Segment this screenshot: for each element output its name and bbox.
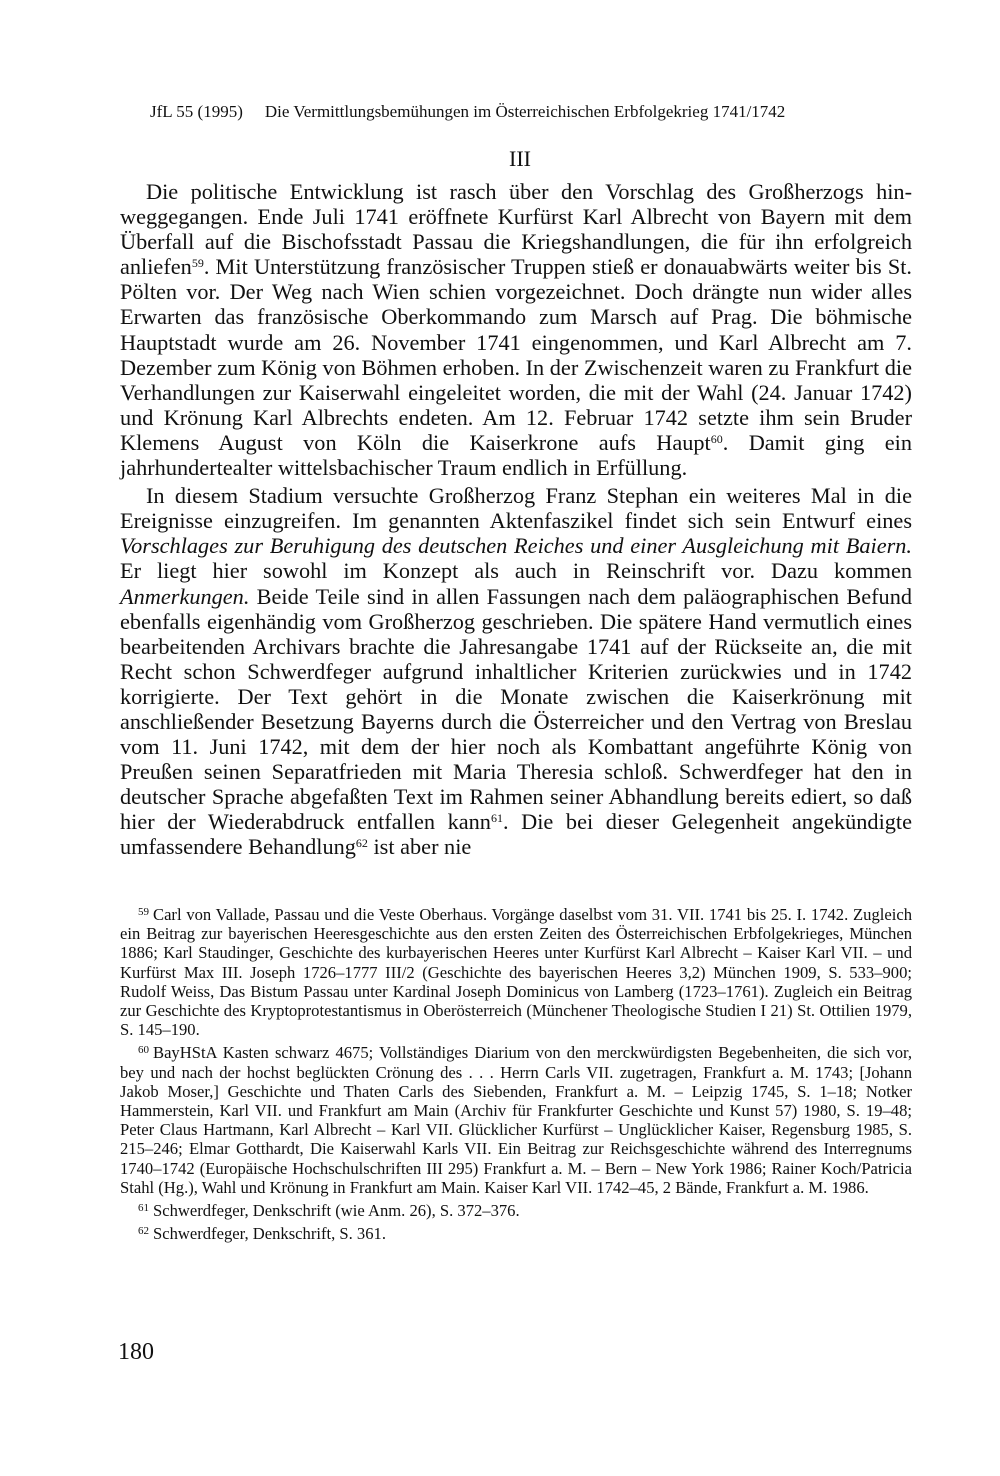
footnote: [120, 1201, 912, 1220]
footnote-reference: 60: [710, 431, 723, 446]
page-number: 180: [118, 1339, 154, 1365]
footnote-reference: 59: [191, 256, 204, 271]
footnote-number: 59: [138, 906, 149, 918]
footnote-number: 62: [138, 1225, 149, 1238]
italic-title: Anmerkungen.: [120, 583, 250, 609]
footnote-reference: 61: [490, 811, 503, 826]
footnotes: [120, 905, 912, 1247]
footnote: [120, 1224, 912, 1243]
footnote-reference: 62: [355, 836, 368, 851]
footnote-number: 60: [138, 1044, 149, 1057]
body-text-run: Beide Teile sind in allen Fassungen nach dem paläographischen Befund ebenfalls eigenhändig vom Großherzog geschrieben. Die spätere Hand vermutlich eines bearbeitenden Archivars brachte die Jahresangabe 1741 auf der Rückseite an, die mit Recht schon Schwerdfeger aufgrund inhaltlicher Kriterien zurückwies und in 1742 korrigierte. Der Text gehört in die Monate zwischen die Kaiserkrönung mit anschließender Besetzung Bayerns durch die Österreicher und den Vertrag von Breslau vom 11. Juni 1742, mit dem der hier noch als Kombattant angeführte König von Preußen seinen Separatfrieden mit Maria Theresia schloß. Schwerdfeger hat den in deutscher Sprache abgefaßten Text im Rahmen seiner Abhandlung bereits ediert, so daß hier der Wiederabdruck entfallen kann: [120, 583, 912, 835]
body-text: [120, 179, 912, 860]
footnote-number: 61: [138, 1202, 149, 1215]
section-heading: III: [509, 146, 531, 171]
footnote-text: Schwerdfeger, Denkschrift, S. 361.: [153, 1224, 386, 1244]
body-paragraph: [120, 483, 912, 859]
running-head-journal: JfL 55 (1995): [150, 102, 243, 121]
body-text-run: Er liegt hier sowohl im Konzept als auch in Reinschrift vor. Dazu kommen: [120, 558, 912, 584]
running-head: [150, 100, 890, 124]
body-text-run: Die politische Entwicklung ist rasch über den Vorschlag des Großherzogs hinweggegangen. Ende Juli 1741 eröffnete Kurfürst Karl Albrecht von Bayern mit dem Überfall auf die Bischofsstadt Passau die Kriegshandlungen, die für ihn erfolgreich anliefen: [120, 179, 912, 280]
footnote-text: Carl von Vallade, Passau und die Veste Oberhaus. Vorgänge daselbst vom 31. VII. 1741 bis 25. I. 1742. Zugleich ein Beitrag zur bayerischen Heeresgeschichte aus den ersten Zeiten des Österreichischen Erbfolgekrieges, München 1886; Karl Staudinger, Geschichte des kurbayerischen Heeres unter Kurfürst Karl Albrecht – Kaiser Karl VII. – und Kurfürst Max III. Joseph 1726–1777 III/2 (Geschichte des bayerischen Heeres 3,2) München 1909, S. 533–900; Rudolf Weiss, Das Bistum Passau unter Kardinal Joseph Dominicus von Lamberg (1723–1761). Zugleich ein Beitrag zur Geschichte des Kryptoprotestantismus in Oberösterreich (Münchener Theologische Studien I 21) St. Ottilien 1979, S. 145–190.: [120, 905, 912, 1040]
running-head-title: Die Vermittlungsbemühungen im Österreichischen Erbfolgekrieg 1741/1742: [264, 102, 786, 121]
footnote: [120, 1043, 912, 1197]
body-text-run: . Damit ging ein jahrhundertealter wittelsbachischer Traum endlich in Erfüllung.: [120, 429, 912, 481]
body-text-run: . Die bei dieser Gelegenheit angekündigte umfassendere Behandlung: [120, 809, 913, 860]
body-text-run: ist aber nie: [367, 834, 472, 860]
italic-title: Vorschlages zur Beruhigung des deutschen Reiches und einer Ausgleichung mit Baiern.: [120, 533, 912, 559]
footnote-text: Schwerdfeger, Denkschrift (wie Anm. 26), S. 372–376.: [153, 1201, 520, 1221]
footnote-text: BayHStA Kasten schwarz 4675; Vollständiges Diarium von den merckwürdigsten Begebenheiten, die sich vor, bey und nach der hochst beglückten Crönung des . . . Herrn Carls VII. zugetragen, Frankfurt a. M. 1743; [Johann Jakob Moser,] Geschichte und Thaten Carls des Siebenden, Frankfurt a. M. – Leipzig 1745, S. 1–18; Notker Hammerstein, Karl VII. und Frankfurt am Main (Archiv für Frankfurter Geschichte und Kunst 57) 1980, S. 19–48; Peter Claus Hartmann, Karl Albrecht – Karl VII. Glücklicher Kurfürst – Unglücklicher Kaiser, Regensburg 1985, S. 215–246; Elmar Gotthardt, Die Kaiserwahl Karls VII. Ein Beitrag zur Reichsgeschichte während des Interregnums 1740–1742 (Europäische Hochschulschriften III 295) Frankfurt a. M. – Bern – New York 1986; Rainer Koch/Patricia Stahl (Hg.), Wahl und Krönung in Frankfurt am Main. Kaiser Karl VII. 1742–45, 2 Bände, Frankfurt a. M. 1986.: [120, 1043, 912, 1197]
body-paragraph: [120, 179, 912, 480]
body-text-run: . Mit Unterstützung französischer Truppen stieß er donauabwärts weiter bis St. Pölten vor. Der Weg nach Wien schien vorgezeichnet. Doch drängte nun wider alles Erwarten das französische Oberkommando zum Marsch auf Prag. Die böhmische Hauptstadt wurde am 26. November 1741 eingenommen, und Karl Albrecht am 7. Dezember zum König von Böhmen erhoben. In der Zwischenzeit waren zu Frankfurt die Verhandlungen zur Kaiserwahl eingeleitet worden, die mit der Wahl (24. Januar 1742) und Krönung Karl Albrechts endeten. Am 12. Februar 1742 setzte ihm sein Bruder Klemens August von Köln die Kaiserkrone aufs Haupt: [120, 254, 912, 455]
footnote: [120, 905, 912, 1039]
body-text-run: In diesem Stadium versuchte Großherzog Franz Stephan ein weiteres Mal in die Ereignisse einzugreifen. Im genannten Aktenfaszikel findet sich sein Entwurf eines: [120, 483, 912, 534]
